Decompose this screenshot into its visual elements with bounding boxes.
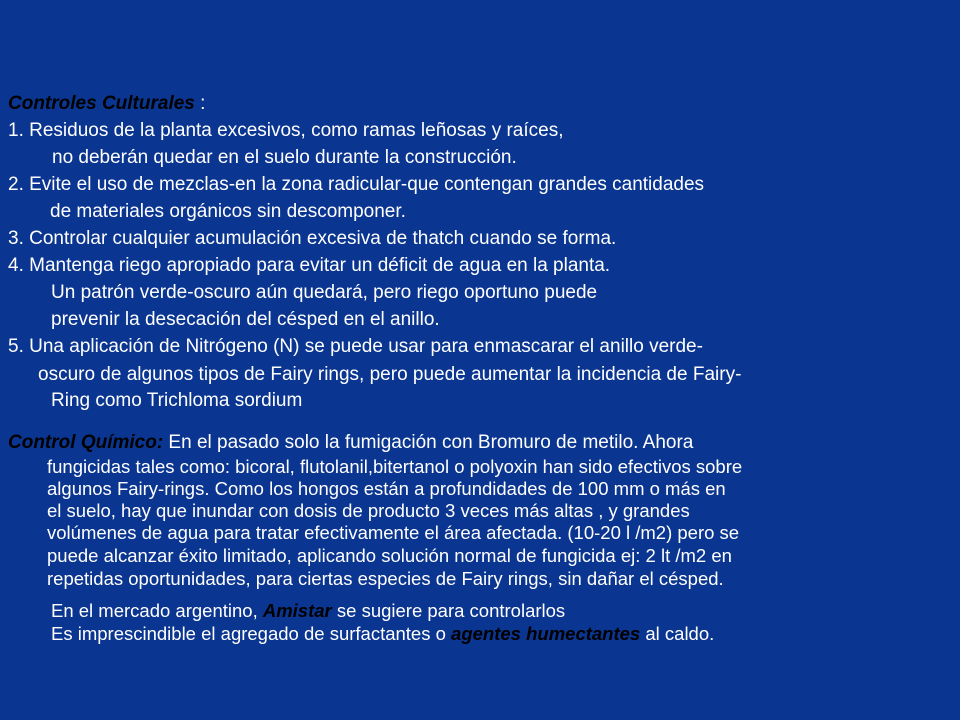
chemical-line-4: volúmenes de agua para tratar efectivamente el área afectada. (10-20 l /m2) pero se bbox=[47, 522, 740, 543]
chemical-heading-line bbox=[8, 432, 693, 454]
surfactant-term: agentes humectantes bbox=[451, 623, 641, 644]
cultural-heading: Controles Culturales bbox=[8, 93, 195, 114]
chemical-line-5: puede alcanzar éxito limitado, aplicando solución normal de fungicida ej: 2 lt /m2 en bbox=[47, 545, 732, 566]
cultural-item-5: 5. Una aplicación de Nitrógeno (N) se puede usar para enmascarar el anillo verde- bbox=[8, 336, 703, 357]
chemical-line-6: repetidas oportunidades, para ciertas especies de Fairy rings, sin dañar el césped. bbox=[47, 568, 724, 589]
cultural-item-4-cont-a: Un patrón verde-oscuro aún quedará, pero riego oportuno puede bbox=[51, 282, 598, 303]
surfactant-prefix: Es imprescindible el agregado de surfactantes o bbox=[51, 623, 452, 644]
chemical-first-line: En el pasado solo la fumigación con Bromuro de metilo. Ahora bbox=[163, 432, 694, 453]
chemical-line-2: algunos Fairy-rings. Como los hongos están a profundidades de 100 mm o más en bbox=[47, 478, 726, 499]
chemical-line-3: el suelo, hay que inundar con dosis de producto 3 veces más altas , y grandes bbox=[47, 500, 690, 521]
cultural-item-4: 4. Mantenga riego apropiado para evitar un déficit de agua en la planta. bbox=[8, 255, 611, 276]
cultural-heading-line bbox=[8, 93, 205, 115]
market-prefix: En el mercado argentino, bbox=[51, 600, 263, 621]
cultural-item-2-cont: de materiales orgánicos sin descomponer. bbox=[50, 201, 406, 222]
cultural-item-5-cont-a: oscuro de algunos tipos de Fairy rings, pero puede aumentar la incidencia de Fairy- bbox=[38, 364, 742, 385]
cultural-item-4-cont-b: prevenir la desecación del césped en el anillo. bbox=[51, 309, 440, 330]
cultural-heading-suffix: : bbox=[194, 93, 206, 114]
cultural-item-5-cont-b: Ring como Trichloma sordium bbox=[51, 390, 303, 411]
market-product: Amistar bbox=[262, 600, 332, 621]
chemical-heading: Control Químico: bbox=[8, 432, 164, 453]
cultural-item-2: 2. Evite el uso de mezclas-en la zona radicular-que contengan grandes cantidades bbox=[8, 174, 705, 195]
surfactant-line bbox=[51, 623, 714, 644]
market-line bbox=[51, 600, 565, 621]
market-suffix: se sugiere para controlarlos bbox=[331, 600, 566, 621]
chemical-line-1: fungicidas tales como: bicoral, flutolanil,bitertanol o polyoxin han sido efectivos sobre bbox=[47, 456, 743, 477]
cultural-item-3: 3. Controlar cualquier acumulación excesiva de thatch cuando se forma. bbox=[8, 228, 617, 249]
surfactant-suffix: al caldo. bbox=[640, 623, 715, 644]
cultural-item-1-cont: no deberán quedar en el suelo durante la construcción. bbox=[52, 147, 517, 168]
cultural-item-1: 1. Residuos de la planta excesivos, como ramas leñosas y raíces, bbox=[8, 120, 564, 141]
